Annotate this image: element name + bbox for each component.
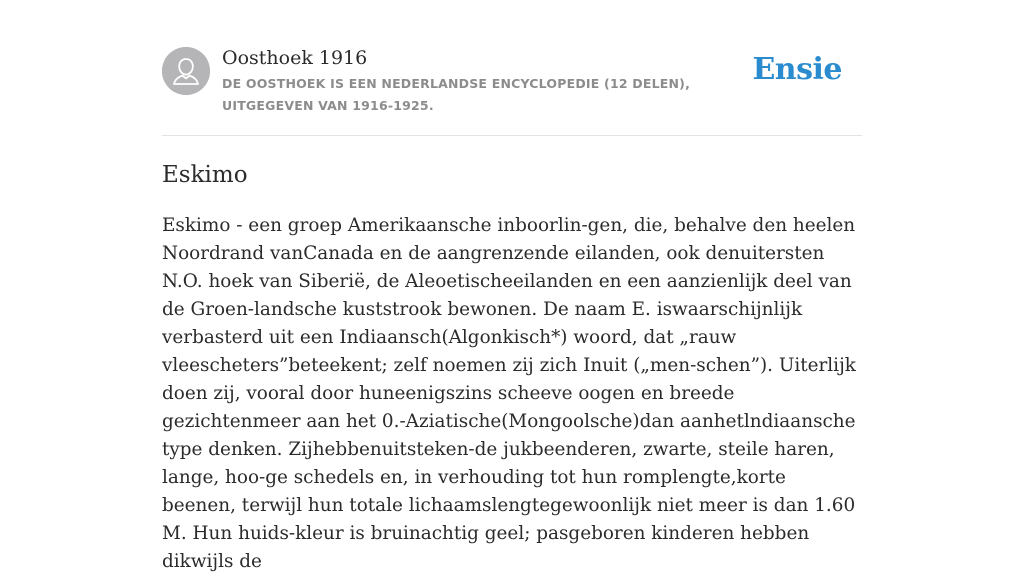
source-header [162,47,862,127]
avatar[interactable] [162,47,210,95]
source-description: DE OOSTHOEK IS EEN NEDERLANDSE ENCYCLOPEDIE (12 DELEN), UITGEGEVEN VAN 1916-1925. [222,76,691,113]
header-divider [162,135,862,136]
entry-body: Eskimo - een groep Amerikaansche inboorlin-gen, die, behalve den heelen Noordrand vanCanada en de aangrenzende eilanden, ook denuitersten N.O. hoek van Siberië, de Aleoetischeeilanden en een aanzienlijk deel van de Groen-landsche kuststrook bewonen. De naam E. iswaarschijnlijk verbasterd uit een Indiaansch(Algonkisch*) woord, dat „rauw vleescheters”beteekent; zelf noemen zij zich Inuit („men-schen”). Uiterlijk doen zij, vooral door huneenigszins scheeve oogen en breede gezichtenmeer aan het 0.-Aziatische(Mongoolsche)dan aanhetlndiaansche type denken. Zijhebbenuitsteken-de jukbeenderen, zwarte, steile haren, lange, hoo-ge schedels en, in verhouding tot hun romplengte,korte beenen, terwijl hun totale lichaamslengtegewoonlijk niet meer is dan 1.60 M. Hun huids-kleur is bruinachtig geel; pasgeboren kinderen hebben dikwijls de [162,215,856,572]
entry-title: Eskimo [162,162,248,188]
user-silhouette-icon [162,47,210,95]
ensie-logo[interactable]: Ensie [752,52,842,87]
source-title[interactable]: Oosthoek 1916 [222,47,368,69]
